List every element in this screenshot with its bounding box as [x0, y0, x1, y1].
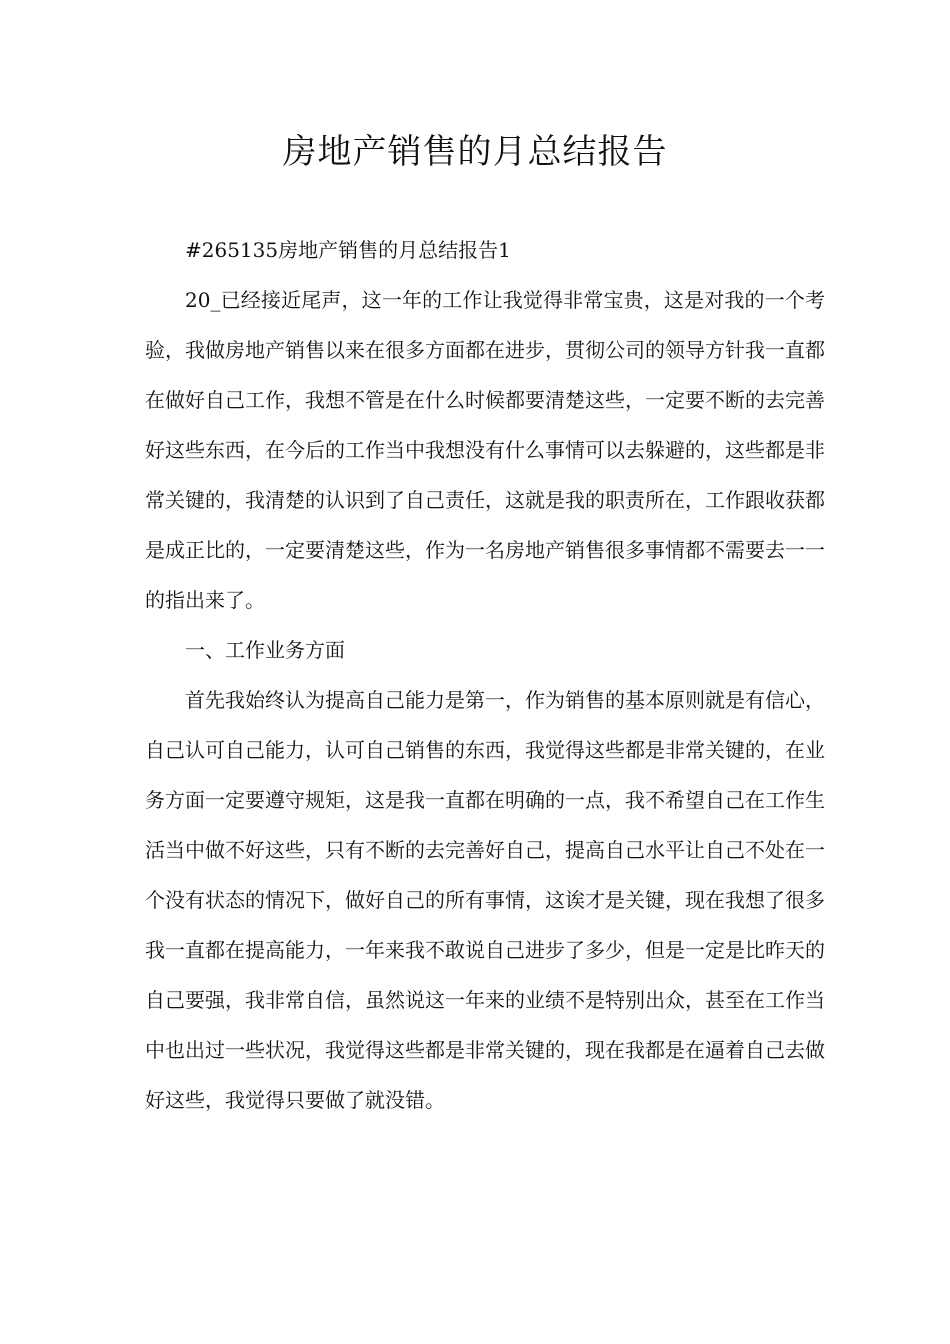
- section-paragraph-work: 首先我始终认为提高自己能力是第一，作为销售的基本原则就是有信心，自己认可自己能力，认可自己销售的东西，我觉得这些都是非常关键的，在业务方面一定要遵守规矩，这是我一直都在明确的一点，我不希望自己在工作生活当中做不好这些，只有不断的去完善好自己，提高自己水平让自己不处在一个没有状态的情况下，做好自己的所有事情，这诶才是关键，现在我想了很多我一直都在提高能力，一年来我不敢说自己进步了多少，但是一定是比昨天的自己要强，我非常自信，虽然说这一年来的业绩不是特别出众，甚至在工作当中也出过一些状况，我觉得这些都是非常关键的，现在我都是在逼着自己去做好这些，我觉得只要做了就没错。: [145, 688, 825, 1112]
- document-title: 房地产销售的月总结报告: [282, 132, 668, 172]
- document-body: [145, 225, 825, 1125]
- document-subtitle: #265135房地产销售的月总结报告1: [185, 238, 511, 262]
- section-heading-work: 一、工作业务方面: [185, 638, 345, 662]
- intro-paragraph: 20_已经接近尾声，这一年的工作让我觉得非常宝贵，这是对我的一个考验，我做房地产销售以来在很多方面都在进步，贯彻公司的领导方针我一直都在做好自己工作，我想不管是在什么时候都要清楚这些，一定要不断的去完善好这些东西，在今后的工作当中我想没有什么事情可以去躲避的，这些都是非常关键的，我清楚的认识到了自己责任，这就是我的职责所在，工作跟收获都是成正比的，一定要清楚这些，作为一名房地产销售很多事情都不需要去一一的指出来了。: [145, 288, 825, 612]
